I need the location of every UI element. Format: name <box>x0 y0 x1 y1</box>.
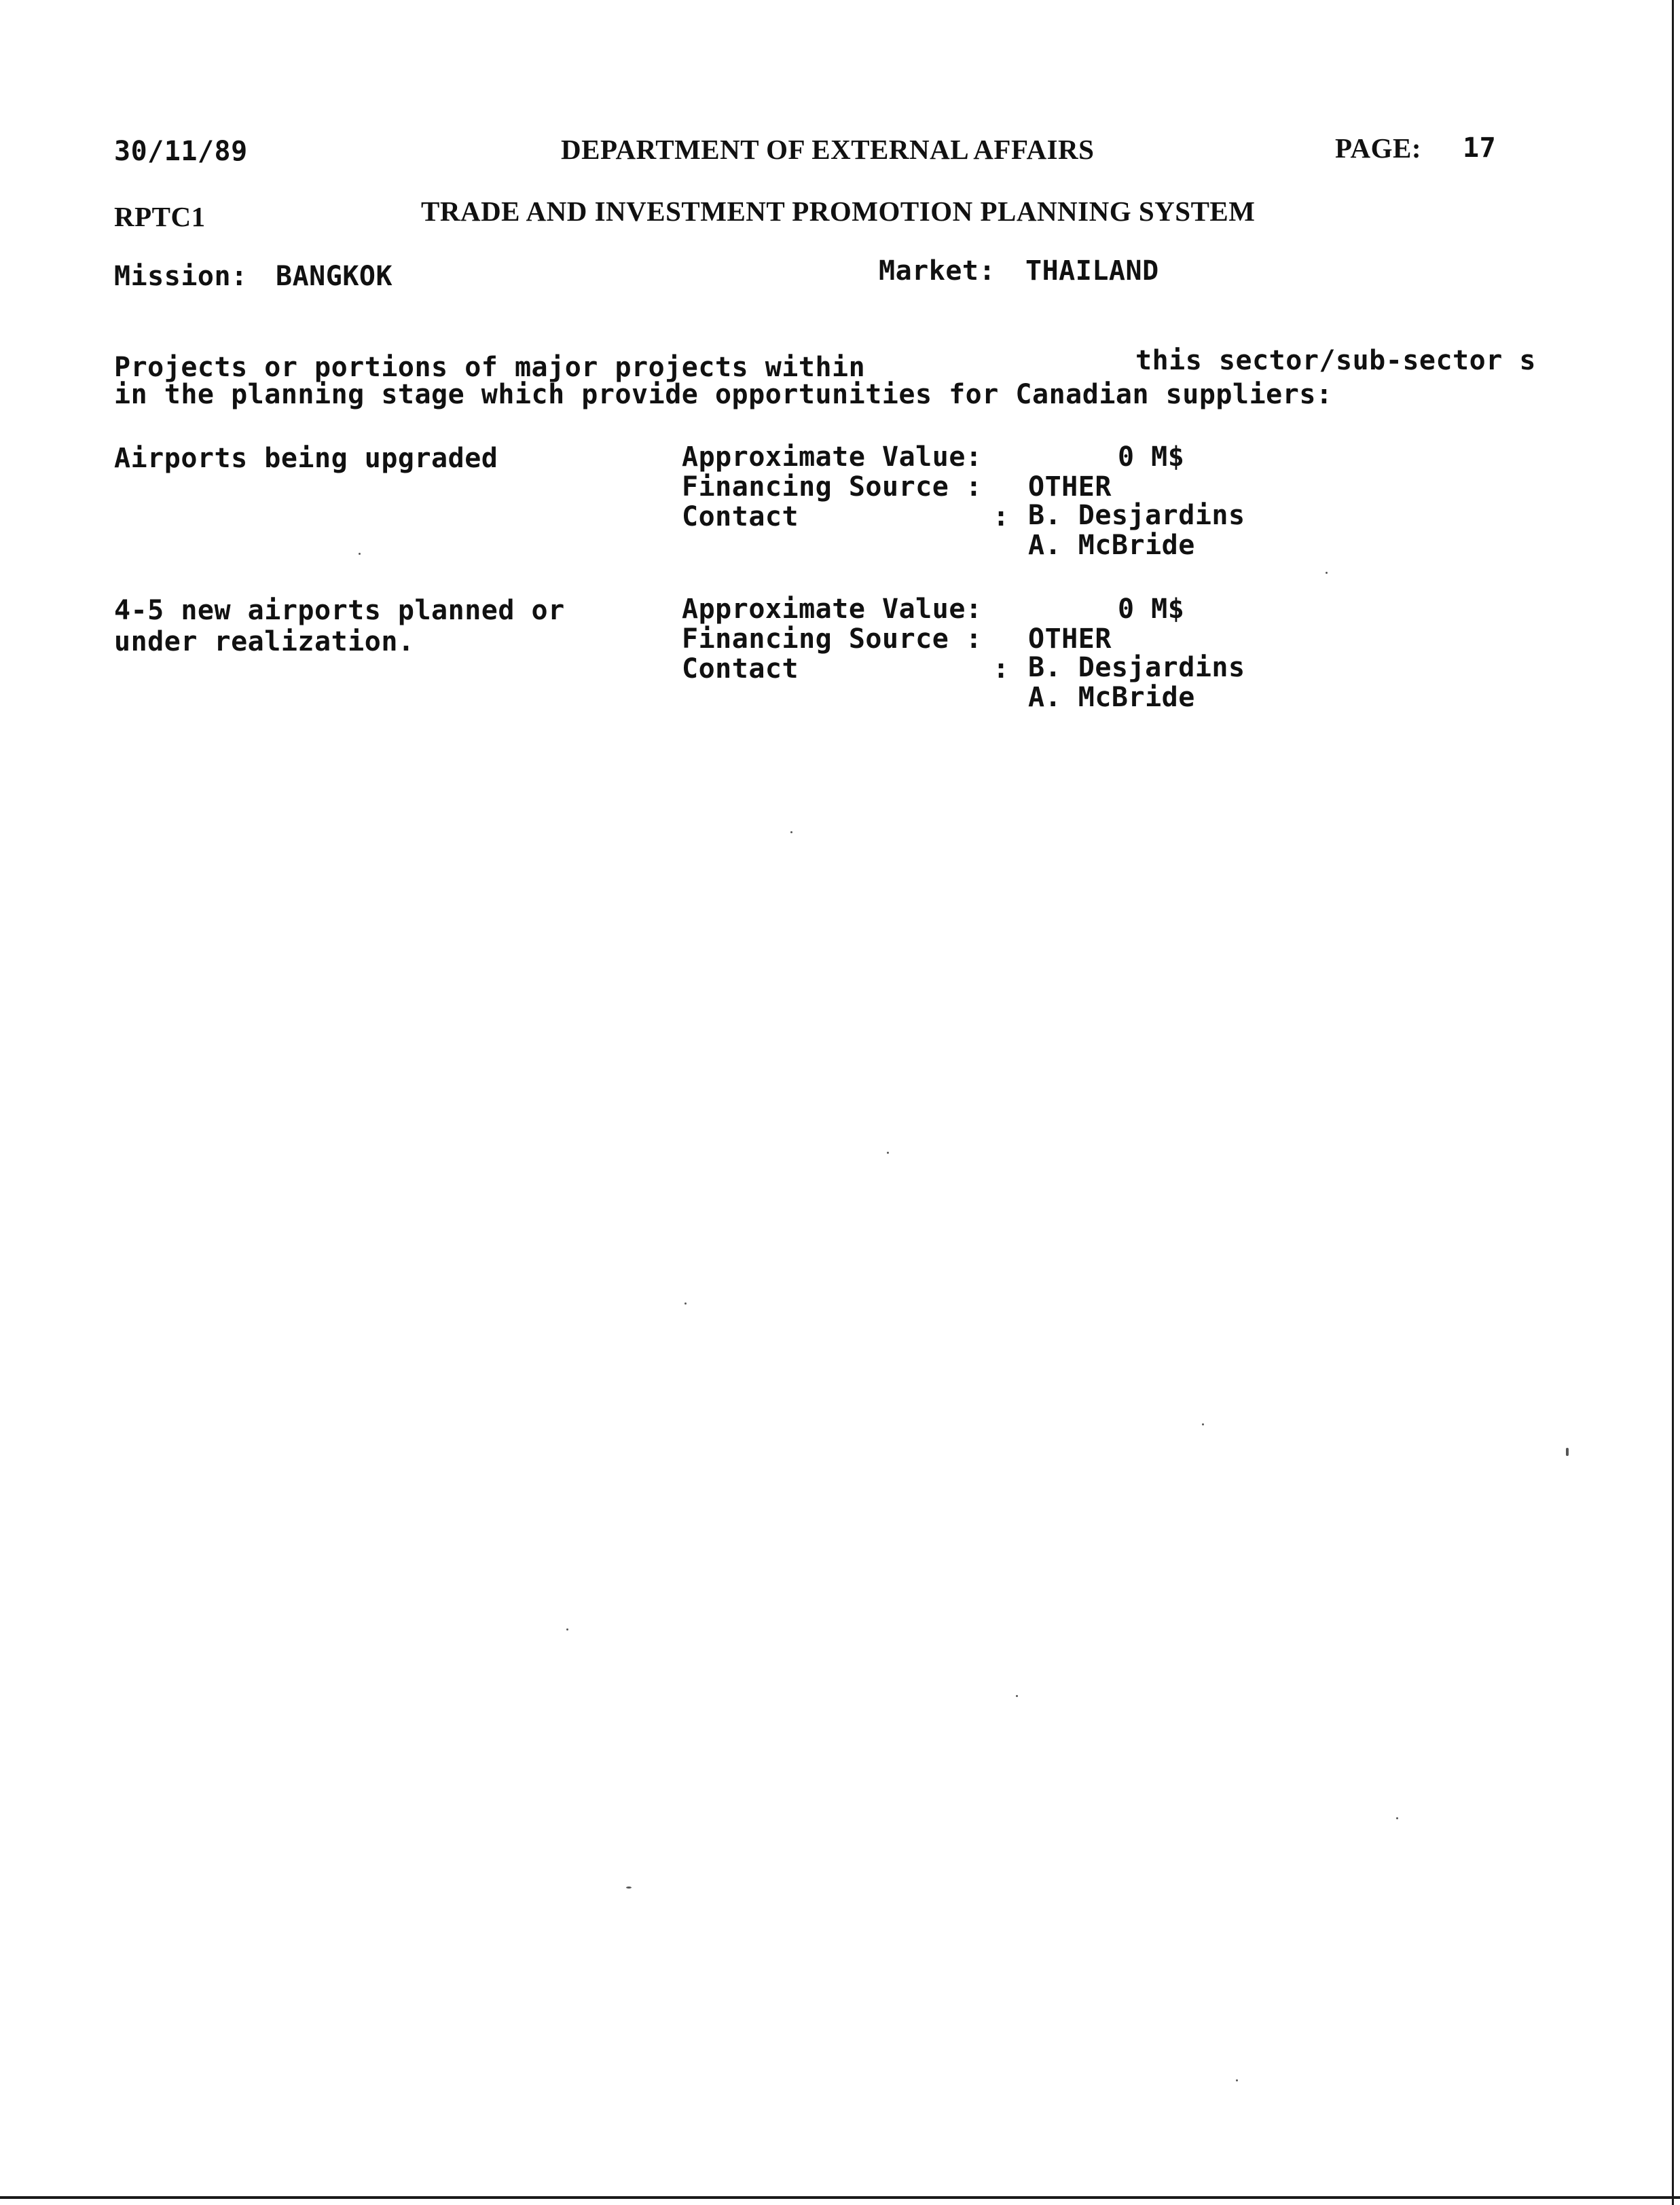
system-title: TRADE AND INVESTMENT PROMOTION PLANNING SYSTEM <box>421 196 1256 227</box>
financing-source-label: Financing Source : <box>682 623 983 655</box>
financing-source: OTHER <box>1028 471 1112 503</box>
intro-line-1-left: Projects or portions of major projects within <box>114 352 866 383</box>
project-description: Airports being upgraded <box>114 443 498 474</box>
page-number: 17 <box>1463 132 1497 164</box>
scan-speck <box>1236 2079 1238 2081</box>
scan-edge-bottom <box>0 2196 1680 2199</box>
scan-speck <box>1016 1695 1018 1697</box>
market-label: Market: <box>879 255 996 287</box>
project-description: 4-5 new airports planned or <box>114 595 565 626</box>
scan-speck <box>566 1628 568 1630</box>
report-date: 30/11/89 <box>114 136 248 167</box>
department-title: DEPARTMENT OF EXTERNAL AFFAIRS <box>561 134 1095 165</box>
approximate-value: 0 M$ <box>1118 594 1185 625</box>
scan-speck <box>1396 1817 1398 1819</box>
approximate-value-label: Approximate Value: <box>682 594 983 625</box>
scan-speck <box>1202 1423 1204 1425</box>
mission-label: Mission: <box>114 261 248 292</box>
report-code: RPTC1 <box>114 201 206 232</box>
scan-speck <box>626 1887 632 1889</box>
page-label: PAGE: <box>1335 132 1422 164</box>
approximate-value: 0 M$ <box>1118 441 1185 473</box>
financing-source-label: Financing Source : <box>682 471 983 503</box>
contact-colon: : <box>993 653 1010 685</box>
contact-name: A. McBride <box>1028 530 1195 561</box>
scan-speck <box>887 1152 889 1154</box>
project-description: under realization. <box>114 626 415 657</box>
contact-name: B. Desjardins <box>1028 500 1245 531</box>
market-value: THAILAND <box>1025 255 1159 287</box>
intro-line-1-right: this sector/sub-sector s <box>1135 345 1536 376</box>
scan-speck <box>790 831 792 833</box>
intro-line-2: in the planning stage which provide opportunities for Canadian suppliers: <box>114 379 1333 410</box>
contact-name: A. McBride <box>1028 682 1195 713</box>
scan-speck <box>1326 572 1328 574</box>
mission-value: BANGKOK <box>276 261 393 292</box>
approximate-value-label: Approximate Value: <box>682 441 983 473</box>
contact-label: Contact <box>682 501 799 532</box>
scan-edge-right <box>1672 0 1674 2205</box>
contact-name: B. Desjardins <box>1028 652 1245 683</box>
scan-speck <box>359 553 361 555</box>
scan-speck <box>1566 1448 1569 1456</box>
scan-speck <box>684 1302 687 1305</box>
financing-source: OTHER <box>1028 623 1112 655</box>
contact-colon: : <box>993 501 1010 532</box>
contact-label: Contact <box>682 653 799 685</box>
